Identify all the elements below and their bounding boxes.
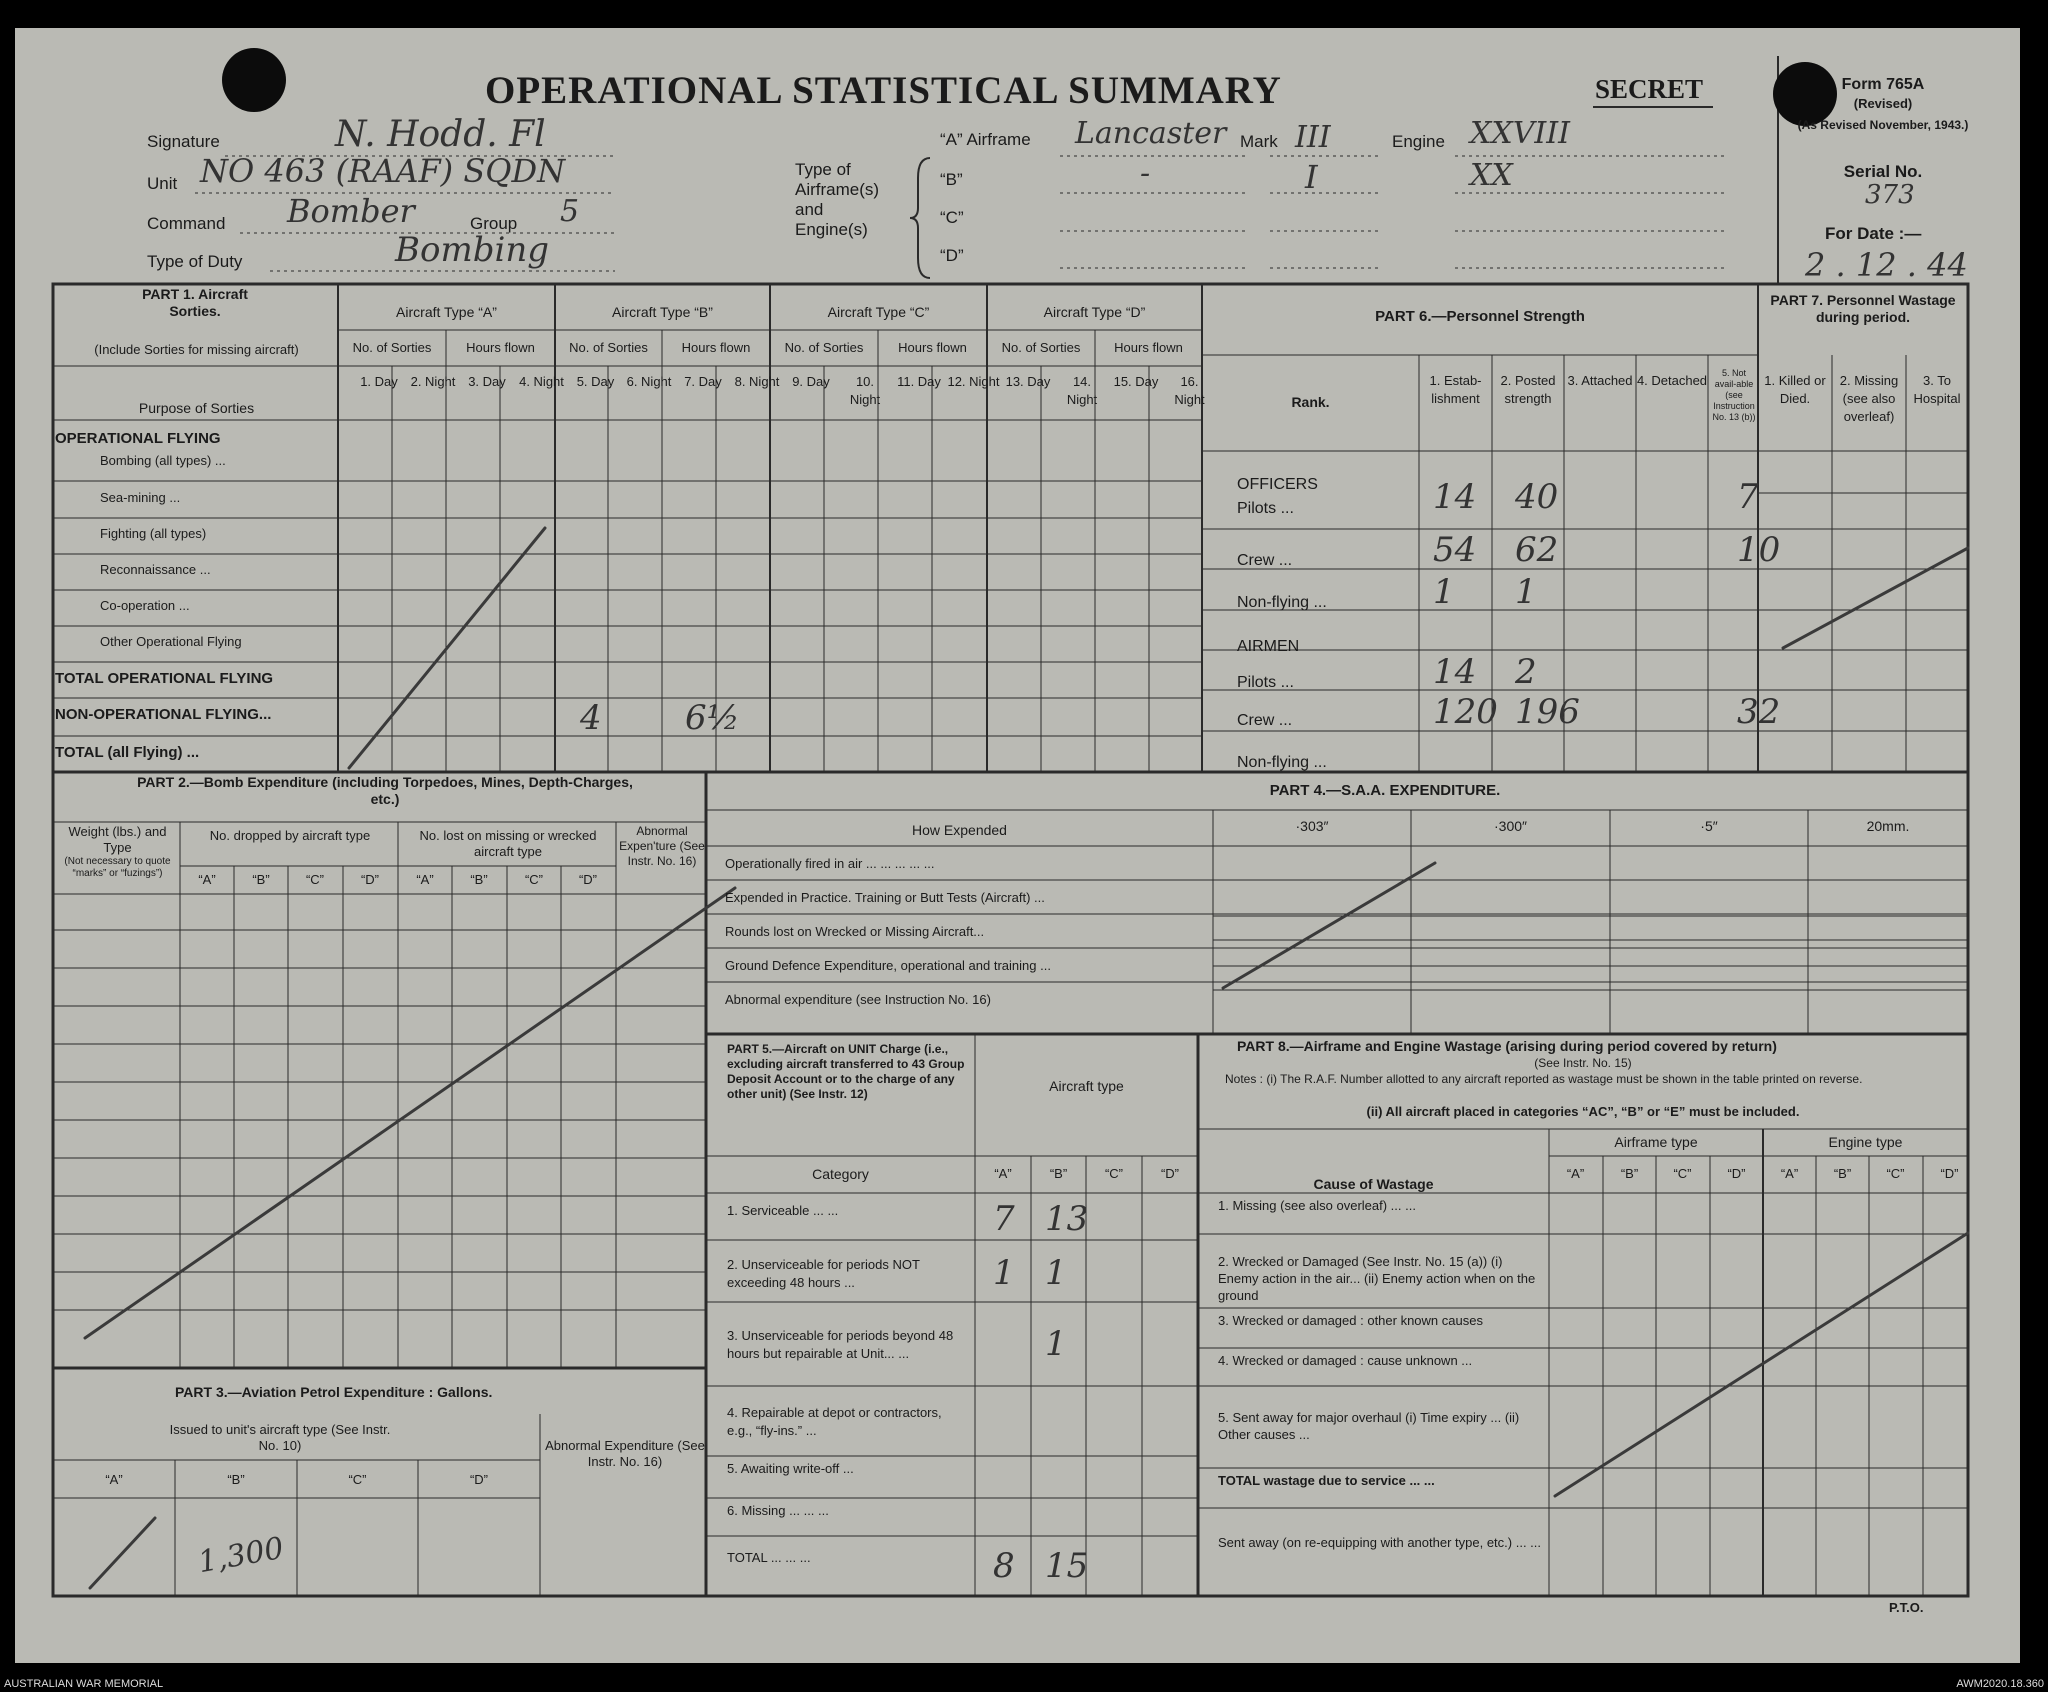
part6-row-label: Non-flying ...	[1237, 594, 1327, 611]
part1-type-a: Aircraft Type “A”	[396, 304, 497, 320]
part6-row-label: Pilots ...	[1237, 500, 1294, 517]
part3-title: PART 3.—Aviation Petrol Expenditure : Gallons.	[175, 1384, 493, 1400]
airframe-b-value: -	[1140, 156, 1151, 191]
part2-letter: “D”	[578, 872, 598, 887]
part1-row-other: Other Operational Flying	[100, 634, 242, 649]
part1-row-cooperation: Co-operation ...	[100, 598, 190, 613]
part4-cal-5: ·5″	[1700, 818, 1718, 834]
unit-label: Unit	[147, 174, 178, 193]
part5-letter-a: “A”	[994, 1166, 1012, 1181]
part2-letter: “C”	[305, 872, 325, 887]
part2-letter: “B”	[252, 872, 270, 887]
form-revised: (Revised)	[1853, 96, 1913, 111]
command-label: Command	[147, 214, 226, 233]
part2-letter: “C”	[524, 872, 544, 887]
part1-col-header: 16. Night	[1174, 374, 1205, 407]
row-label-b: “B”	[940, 170, 963, 189]
mark-b-value: I	[1305, 158, 1318, 196]
part6-estab-value: 1	[1433, 572, 1455, 612]
part1-col-header: 12. Night	[947, 374, 1000, 389]
part5-row-label: 1. Serviceable ... ...	[727, 1203, 839, 1218]
part8-row-label: 5. Sent away for major overhaul (i) Time expiry ... (ii) Other causes ...	[1218, 1410, 1520, 1442]
part1-type-c: Aircraft Type “C”	[827, 304, 930, 320]
part6-posted-value: 2	[1515, 652, 1537, 692]
part5-a-value: 7	[993, 1199, 1015, 1239]
part5-b-value: 13	[1045, 1199, 1089, 1239]
part5-category-label: Category	[812, 1166, 869, 1182]
form-title: OPERATIONAL STATISTICAL SUMMARY	[485, 69, 1282, 112]
sub-hours-d: Hours flown	[1114, 340, 1183, 355]
airframe-a-value: Lancaster	[1075, 116, 1227, 151]
part2-weight-note: (Not necessary to quote “marks” or “fuzings”)	[64, 856, 171, 879]
part1-row-nonop: NON-OPERATIONAL FLYING...	[55, 706, 272, 723]
part5-a-value: 8	[993, 1546, 1015, 1586]
part1-row-recon: Reconnaissance ...	[100, 562, 211, 577]
part5-row-label: 4. Repairable at depot or contractors, e.g., “fly-ins.” ...	[727, 1405, 942, 1438]
engine-b-value: XX	[1470, 158, 1513, 193]
part5-row-label: TOTAL ... ... ...	[727, 1550, 811, 1565]
part8-instr: (See Instr. No. 15)	[1534, 1056, 1632, 1070]
part1-type-b: Aircraft Type “B”	[612, 304, 713, 320]
part3-issued-label: Issued to unit's aircraft type (See Instr. No. 10)	[169, 1422, 391, 1453]
form-number: Form 765A	[1841, 76, 1925, 93]
date-label: For Date :—	[1825, 224, 1922, 243]
form-sheet	[15, 28, 2020, 1663]
part1-col-header: 5. Day	[576, 374, 615, 389]
part8-note1: Notes : (i) The R.A.F. Number allotted to any aircraft reported as wastage must be shown in the table printed on reverse.	[1225, 1072, 1863, 1086]
part8-letter: “D”	[1727, 1166, 1746, 1181]
engine-label: Engine	[1392, 132, 1445, 151]
part8-row-label: TOTAL wastage due to service ... ...	[1218, 1473, 1435, 1488]
part2-letter: “D”	[360, 872, 380, 887]
part6-officers: OFFICERS	[1237, 476, 1318, 493]
part8-letter: “B”	[1833, 1166, 1852, 1181]
unit-value: NO 463 (RAAF) SQDN	[200, 152, 566, 190]
part5-b-value: 15	[1045, 1546, 1089, 1586]
part6-col-attached: 3. Attached	[1567, 373, 1633, 388]
part6-col-not-available: 5. Not avail-able (see Instruction No. 13 (b))	[1712, 368, 1756, 422]
row-label-d: “D”	[940, 246, 964, 265]
part6-title: PART 6.—Personnel Strength	[1375, 308, 1585, 325]
part1-purpose-label: Purpose of Sorties	[138, 400, 255, 416]
part2-lost-label: No. lost on missing or wrecked aircraft type	[419, 828, 597, 859]
part1-section-operational: OPERATIONAL FLYING	[55, 430, 221, 447]
form-rule-lines	[15, 28, 2020, 1663]
part8-row-label: Sent away (on re-equipping with another type, etc.) ... ...	[1218, 1535, 1542, 1550]
part8-letter: “D”	[1940, 1166, 1959, 1181]
part2-dropped-label: No. dropped by aircraft type	[209, 828, 371, 843]
part5-b-value: 1	[1045, 1252, 1067, 1293]
part8-letter: “A”	[1566, 1166, 1585, 1181]
part3-letter-b: “B”	[227, 1472, 245, 1487]
part2-letter: “A”	[198, 872, 216, 887]
part8-row-label: 2. Wrecked or Damaged (See Instr. No. 15 (a)) (i) Enemy action in the air... (ii) Enemy action when on the ground	[1218, 1254, 1536, 1303]
part5-row-label: 3. Unserviceable for periods beyond 48 hours but repairable at Unit... ...	[727, 1328, 954, 1361]
part3-letter-c: “C”	[348, 1472, 367, 1487]
part5-title: PART 5.—Aircraft on UNIT Charge (i.e., excluding aircraft transferred to 43 Group Deposit Account or to the charge of any other unit) (See Instr. 12)	[727, 1042, 965, 1101]
mark-label: Mark	[1240, 132, 1278, 151]
credit-right: AWM2020.18.360	[1956, 1678, 2044, 1690]
part6-estab-value: 54	[1433, 530, 1477, 570]
part4-cal-20mm: 20mm.	[1866, 818, 1910, 834]
part1-type-d: Aircraft Type “D”	[1043, 304, 1146, 320]
credit-left: AUSTRALIAN WAR MEMORIAL	[4, 1678, 164, 1690]
part6-estab-value: 14	[1433, 652, 1477, 692]
part8-cause-label: Cause of Wastage	[1313, 1176, 1434, 1192]
duty-value: Bombing	[395, 230, 549, 270]
part1-col-header: 14. Night	[1066, 374, 1098, 407]
part4-row-abnormal: Abnormal expenditure (see Instruction No. 16)	[725, 992, 991, 1007]
sub-hours-c: Hours flown	[898, 340, 967, 355]
part1-col-header: 4. Night	[519, 374, 564, 389]
part5-aircraft-type-label: Aircraft type	[1049, 1078, 1124, 1094]
part7-col-hospital: 3. To Hospital	[1913, 373, 1961, 406]
part5-b-value: 1	[1045, 1324, 1067, 1364]
group-value: 5	[560, 194, 580, 229]
part5-letter-c: “C”	[1104, 1166, 1124, 1181]
part3-abnormal-label: Abnormal Expenditure (See Instr. No. 16)	[545, 1438, 705, 1469]
part7-col-missing: 2. Missing (see also overleaf)	[1839, 373, 1899, 424]
part8-letter: “B”	[1620, 1166, 1639, 1181]
part4-cal-300: ·300″	[1494, 818, 1527, 834]
part1-col-header: 7. Day	[684, 374, 722, 389]
part8-letter: “C”	[1886, 1166, 1905, 1181]
part1-title: PART 1. Aircraft Sorties.	[142, 286, 248, 319]
part2-letter: “A”	[416, 872, 434, 887]
part1-include-note: (Include Sorties for missing aircraft)	[94, 342, 299, 357]
part5-row-label: 6. Missing ... ... ...	[727, 1503, 829, 1518]
part6-col-estab: 1. Estab-lishment	[1429, 373, 1482, 406]
part1-row-bombing: Bombing (all types) ...	[100, 453, 226, 468]
part2-title: PART 2.—Bomb Expenditure (including Torpedoes, Mines, Depth-Charges, etc.)	[137, 774, 633, 807]
part1-col-header: 1. Day	[360, 374, 398, 389]
part4-row-practice: Expended in Practice. Training or Butt Tests (Aircraft) ...	[725, 890, 1045, 905]
part4-cal-303: ·303″	[1295, 818, 1329, 834]
part4-row-fired: Operationally fired in air ... ... ... ... ...	[725, 856, 935, 871]
part8-letter: “A”	[1780, 1166, 1799, 1181]
punch-hole-left	[222, 48, 286, 112]
part1-col-header: 9. Day	[792, 374, 830, 389]
part8-engine-type-label: Engine type	[1828, 1134, 1903, 1150]
part6-col-posted: 2. Posted strength	[1500, 373, 1556, 406]
nonop-b-hours: 6½	[685, 698, 740, 738]
part1-col-header: 3. Day	[468, 374, 506, 389]
part5-row-label: 5. Awaiting write-off ...	[727, 1461, 854, 1476]
part3-letter-a: “A”	[105, 1472, 123, 1487]
part6-na-value: 32	[1737, 692, 1781, 732]
part6-estab-value: 120	[1433, 692, 1498, 732]
part6-posted-value: 62	[1515, 530, 1559, 570]
part4-row-ground: Ground Defence Expenditure, operational and training ...	[725, 958, 1051, 973]
duty-label: Type of Duty	[147, 252, 243, 271]
part1-row-sea-mining: Sea-mining ...	[100, 490, 181, 505]
part1-row-fighting: Fighting (all types)	[100, 526, 207, 541]
part7-title: PART 7. Personnel Wastage during period.	[1770, 292, 1956, 325]
part1-col-header: 2. Night	[410, 374, 456, 389]
part5-row-label: 2. Unserviceable for periods NOT exceeding 48 hours ...	[727, 1256, 920, 1290]
part6-rank-label: Rank.	[1291, 394, 1330, 410]
group-label: Group	[470, 214, 518, 233]
type-of-airframe-label: Type of Airframe(s) and Engine(s)	[795, 160, 880, 239]
secret-underline	[1593, 106, 1713, 108]
part6-row-label: Pilots ...	[1237, 674, 1294, 691]
part2-letter: “B”	[470, 872, 488, 887]
part8-row-label: 4. Wrecked or damaged : cause unknown ...	[1218, 1353, 1473, 1368]
signature-label: Signature	[147, 132, 220, 151]
part6-estab-value: 14	[1433, 477, 1477, 517]
sub-sorties-d: No. of Sorties	[1001, 340, 1081, 355]
part2-weight-label: Weight (lbs.) and Type	[68, 824, 167, 855]
part6-row-label: Crew ...	[1237, 552, 1293, 569]
part8-title: PART 8.—Airframe and Engine Wastage (arising during period covered by return)	[1237, 1038, 1777, 1054]
part5-letter-d: “D”	[1160, 1166, 1180, 1181]
part8-letter: “C”	[1673, 1166, 1692, 1181]
part7-col-killed: 1. Killed or Died.	[1764, 373, 1826, 406]
part1-col-header: 13. Day	[1005, 374, 1051, 389]
serial-value: 373	[1865, 180, 1915, 210]
pto-label: P.T.O.	[1889, 1600, 1924, 1615]
part1-col-header: 11. Day	[897, 374, 941, 389]
sub-sorties-c: No. of Sorties	[784, 340, 864, 355]
signature-value: N. Hodd. Fl	[335, 114, 546, 155]
part5-a-value: 1	[993, 1252, 1015, 1293]
part5-letter-b: “B”	[1049, 1166, 1068, 1181]
part6-col-detached: 4. Detached	[1636, 373, 1708, 388]
date-value: 2 . 12 . 44	[1805, 246, 1968, 284]
part1-col-header: 15. Day	[1113, 374, 1159, 389]
part6-posted-value: 196	[1515, 692, 1580, 732]
part6-na-value: 10	[1737, 530, 1781, 570]
classification-label: SECRET	[1595, 74, 1704, 104]
punch-hole-right-real	[1773, 62, 1837, 126]
part8-row-label: 3. Wrecked or damaged : other known causes	[1218, 1313, 1483, 1328]
sub-hours-a: Hours flown	[466, 340, 535, 355]
part1-col-header: 10. Night	[849, 374, 881, 407]
airframe-a-label: “A” Airframe	[940, 130, 1031, 149]
sub-hours-b: Hours flown	[681, 340, 751, 355]
engine-a-value: XXVIII	[1470, 116, 1570, 151]
part2-abnormal-label: Abnormal Expen'ture (See Instr. No. 16)	[619, 824, 705, 868]
part6-row-label: Non-flying ...	[1237, 754, 1327, 771]
part6-posted-value: 40	[1515, 477, 1559, 517]
part6-posted-value: 1	[1515, 572, 1537, 612]
part1-col-header: 8. Night	[734, 374, 780, 389]
part6-na-value: 7	[1737, 477, 1759, 517]
part3-b-value: 1,300	[195, 1530, 287, 1581]
sub-sorties-b: No. of Sorties	[569, 340, 648, 355]
part8-note2: (ii) All aircraft placed in categories “AC”, “B” or “E” must be included.	[1366, 1104, 1800, 1119]
form-revision-note: (As Revised November, 1943.)	[1797, 118, 1969, 132]
part1-row-total-all: TOTAL (all Flying) ...	[55, 744, 200, 761]
part4-how-label: How Expended	[912, 822, 1007, 838]
part4-row-lost: Rounds lost on Wrecked or Missing Aircraft...	[725, 924, 985, 939]
part8-airframe-type-label: Airframe type	[1614, 1134, 1698, 1150]
row-label-c: “C”	[940, 208, 964, 227]
part6-row-label: Crew ...	[1237, 712, 1293, 729]
sub-sorties-a: No. of Sorties	[352, 340, 432, 355]
part8-row-label: 1. Missing (see also overleaf) ... ...	[1218, 1198, 1416, 1213]
serial-label: Serial No.	[1843, 162, 1923, 181]
part3-letter-d: “D”	[469, 1472, 489, 1487]
nonop-b-sorties: 4	[580, 698, 602, 738]
mark-a-value: III	[1295, 120, 1331, 155]
part1-col-header: 6. Night	[626, 374, 672, 389]
command-value: Bomber	[287, 192, 415, 230]
part1-row-total-op: TOTAL OPERATIONAL FLYING	[55, 670, 274, 687]
part6-airmen: AIRMEN	[1237, 638, 1300, 655]
part4-title: PART 4.—S.A.A. EXPENDITURE.	[1269, 782, 1501, 799]
